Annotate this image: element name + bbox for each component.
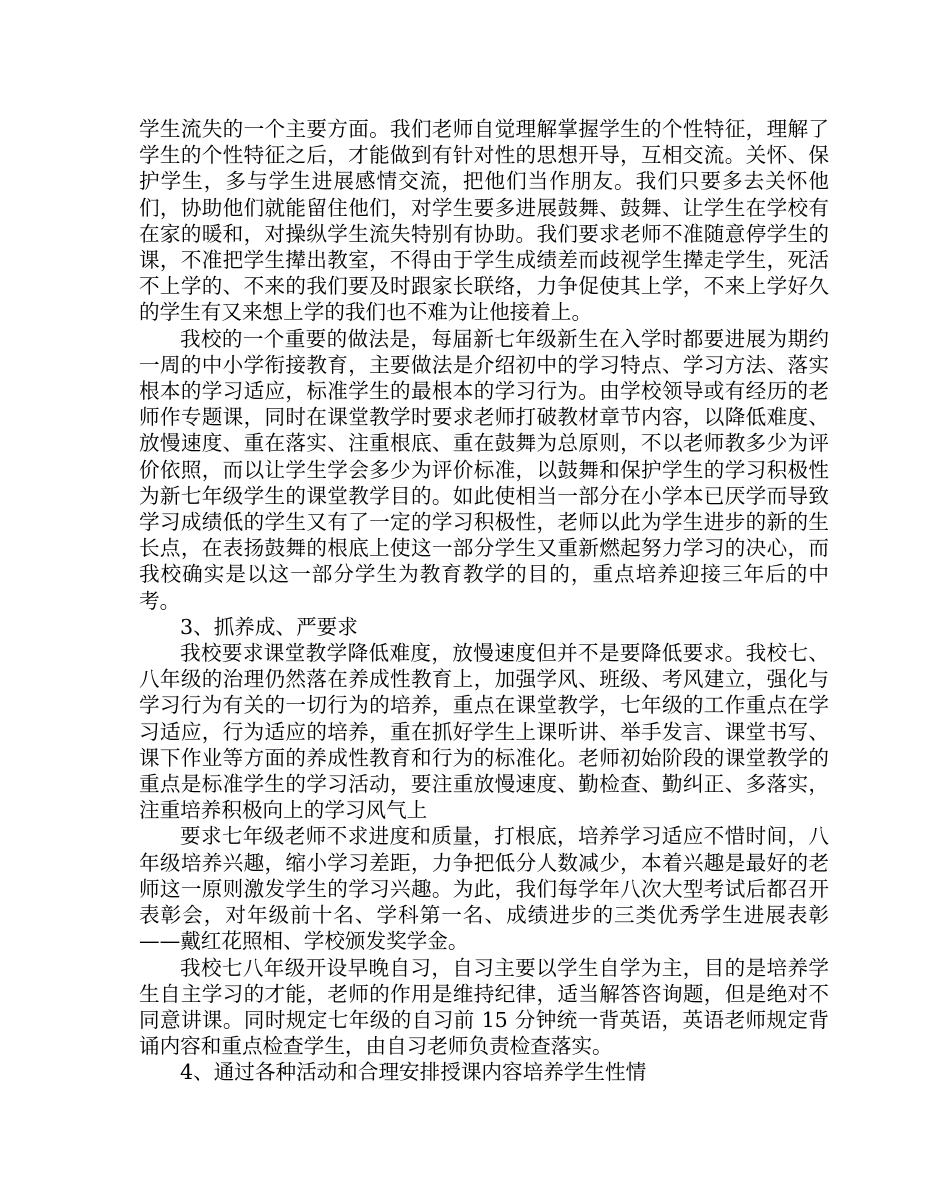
- paragraph-transition-education: 我校的一个重要的做法是，每届新七年级新生在入学时都要进展为期约一周的中小学衔接教育，主要做法是介绍初中的学习特点、学习方法、落实根本的学习适应，标准学生的最根本的学习行为。由学校领导或有经历的老师作专题课，同时在课堂教学时要求老师打破教材章节内容，以降低难度、放慢速度、重在落实、注重根底、重在鼓舞为总原则，不以老师教多少为评价依照，而以让学生学会多少为评价标准，以鼓舞和保护学生的学习积极性为新七年级学生的课堂教学目的。如此使相当一部分在小学本已厌学而导致学习成绩低的学生又有了一定的学习积极性，老师以此为学生进步的新的生长点，在表扬鼓舞的根底上使这一部分学生又重新燃起努力学习的决心，而我校确实是以这一部分学生为教育教学的目的，重点培养迎接三年后的中考。: [139, 326, 829, 613]
- paragraph-student-care: 学生流失的一个主要方面。我们老师自觉理解掌握学生的个性特征，理解了学生的个性特征之后，才能做到有针对性的思想开导，互相交流。关怀、保护学生，多与学生进展感情交流，把他们当作朋友。我们只要多去关怀他们，协助他们就能留住他们，对学生要多进展鼓舞、鼓舞、让学生在学校有在家的暖和，对操纵学生流失特别有协助。我们要求老师不准随意停学生的课，不准把学生撵出教室，不得由于学生成绩差而歧视学生撵走学生，死活不上学的、不来的我们要及时跟家长联络，力争促使其上学，不来上学好久的学生有又来想上学的我们也不难为让他接着上。: [139, 117, 829, 325]
- section-heading-activities: 4、通过各种活动和合理安排授课内容培养学生性情: [180, 1060, 647, 1085]
- paragraph-grade-requirements: 要求七年级老师不求进度和质量，打根底，培养学习适应不惜时间，八年级培养兴趣，缩小学习差距，力争把低分人数减少，本着兴趣是最好的老师这一原则激发学生的学习兴趣。为此，我们每学年八次大型考试后都召开表彰会，对年级前十名、学科第一名、成绩进步的三类优秀学生进展表彰——戴红花照相、学校颁发奖学金。: [139, 824, 829, 954]
- paragraph-habit-education: 我校要求课堂教学降低难度，放慢速度但并不是要降低要求。我校七、八年级的治理仍然落在养成性教育上，加强学风、班级、考风建立，强化与学习行为有关的一切行为的培养，重点在课堂教学，七年级的工作重点在学习适应，行为适应的培养，重在抓好学生上课听讲、举手发言、课堂书写、课下作业等方面的养成性教育和行为的标准化。老师初始阶段的课堂教学的重点是标准学生的学习活动，要注重放慢速度、勤检查、勤纠正、多落实，注重培养积极向上的学习风气上: [139, 641, 829, 823]
- paragraph-self-study: 我校七八年级开设早晚自习，自习主要以学生自学为主，目的是培养学生自主学习的才能，老师的作用是维持纪律，适当解答咨询题，但是绝对不同意讲课。同时规定七年级的自习前 15 分钟统一背英语，英语老师规定背诵内容和重点检查学生，由自习老师负责检查落实。: [139, 955, 829, 1059]
- section-heading-habits: 3、抓养成、严要求: [180, 614, 358, 639]
- document-body: [139, 116, 829, 1086]
